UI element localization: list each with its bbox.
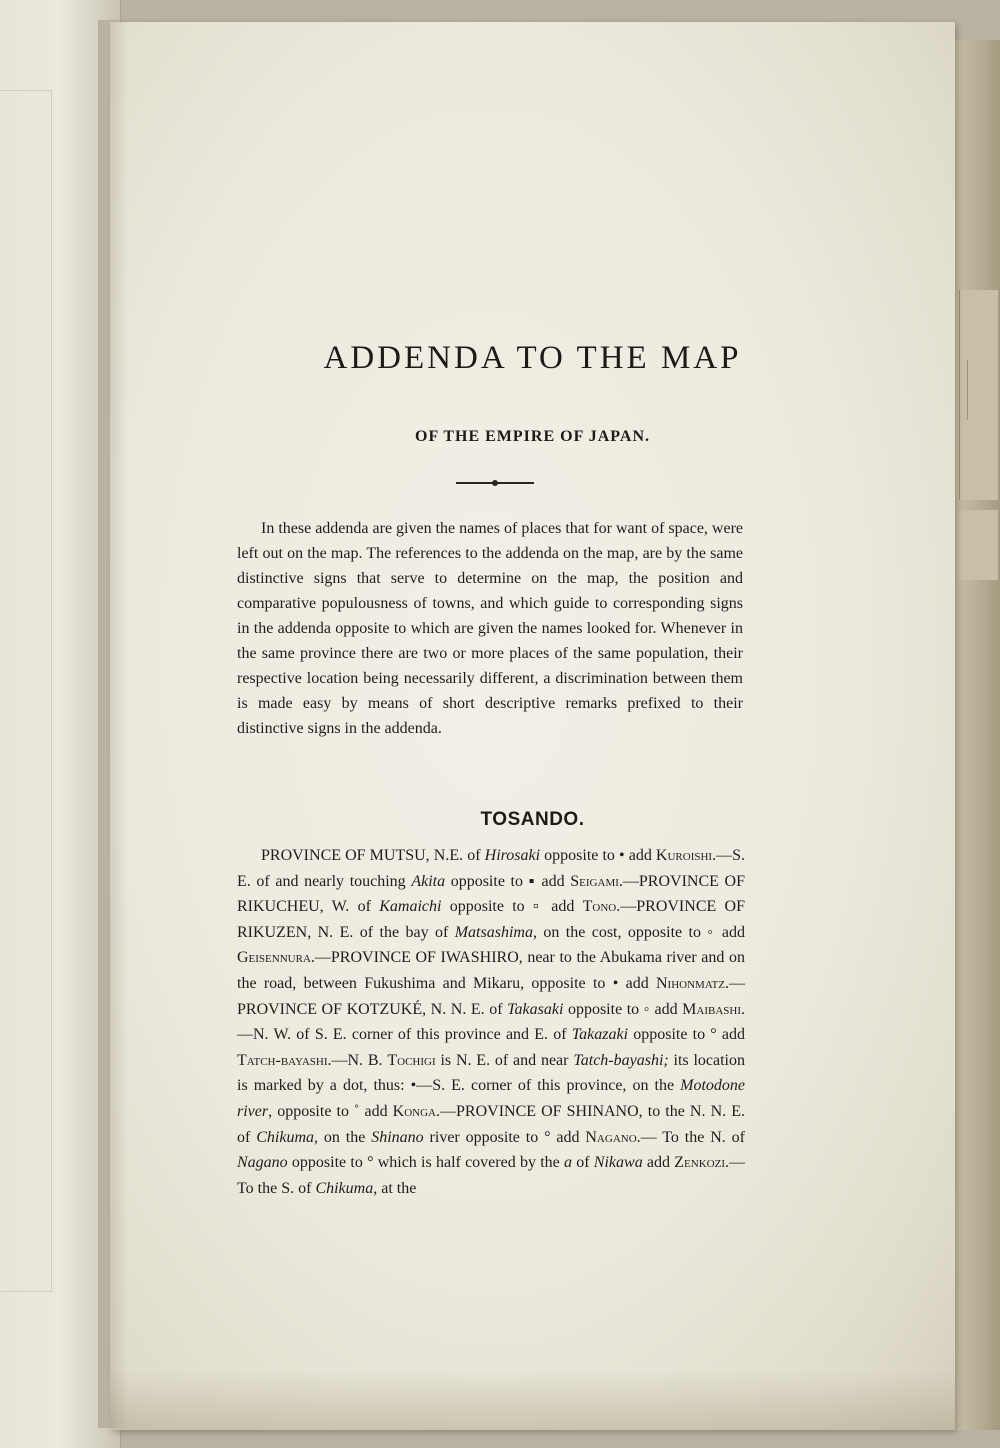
body-text-run: , on the <box>314 1128 372 1146</box>
body-text-run: .—To the S. of <box>237 1154 745 1197</box>
body-text-run: Takasaki <box>507 1000 564 1018</box>
body-text-run: Tochigi <box>387 1051 436 1069</box>
body-text-run: Seigami <box>570 872 619 890</box>
body-text-run: Chikuma <box>315 1179 374 1197</box>
book-page <box>110 22 955 1430</box>
body-text-run: opposite to ◦ add <box>563 1000 683 1018</box>
body-text-run: opposite to ° add <box>628 1026 745 1044</box>
body-text-run: .—PROVINCE OF KOTZUKÉ, N. N. E. of <box>237 974 745 1018</box>
body-text-run: , opposite to ˚ add <box>268 1102 393 1120</box>
body-text-run: PROVINCE OF MUTSU, N.E. of <box>261 847 485 864</box>
body-text-run: .— To the N. of <box>636 1128 746 1146</box>
left-page-plate-border <box>0 90 52 1292</box>
body-text-run: Maibashi <box>682 1000 742 1018</box>
body-text-run: Tatch-bayashi; <box>573 1051 669 1069</box>
body-text-run: Hirosaki <box>484 847 541 864</box>
gutter-shadow <box>98 20 128 1428</box>
body-text-run: Konga <box>392 1102 437 1120</box>
body-text-run: Takazaki <box>571 1026 629 1044</box>
body-text-run: opposite to ▪ add <box>445 872 571 890</box>
body-text-run: .—PROVINCE OF RIKUCHEU, W. of <box>237 872 745 916</box>
tosando-paragraph <box>237 843 745 1201</box>
body-text-run: .—N. B. <box>327 1051 388 1069</box>
body-text-run: a <box>563 1154 572 1172</box>
body-text-run: .—S. E. of and nearly touching <box>237 847 745 890</box>
body-text-run: Nihonmatz <box>656 974 725 992</box>
intro-paragraph: In these addenda are given the names of places that for want of space, were left out on the map. The references to the addenda on the map, are by the same distinctive signs that serve to determine on the map, the position and comparative populousness of towns, and which guide to corresponding signs in the addenda opposite to which are given the names looked for. Whenever in the same province there are two or more places of the same population, their respective location being necessarily different, a discrimination between them is made easy by means of short descriptive remarks prefixed to their distinctive signs in the addenda. <box>237 520 744 737</box>
body-text-run: Tono <box>582 898 617 916</box>
body-text-run: Motodone river <box>237 1077 745 1120</box>
page-edge-stack <box>948 40 1000 1430</box>
ornamental-rule <box>456 482 534 484</box>
body-text-run: Nagano <box>237 1154 288 1172</box>
page-title: ADDENDA TO THE MAP <box>323 340 742 376</box>
body-text-run: is N. E. of and near <box>435 1051 574 1069</box>
body-text-run: Nagano <box>585 1128 637 1146</box>
body-text-run: Zenkozi <box>674 1154 725 1172</box>
body-text-run: its location is marked by a dot, thus: •—S. E. corner of this province, on the <box>237 1051 746 1095</box>
section-heading: TOSANDO. <box>480 809 585 830</box>
page-subtitle: OF THE EMPIRE OF JAPAN. <box>415 428 650 445</box>
body-text-run: opposite to ▫ add <box>441 898 583 916</box>
body-text-run: opposite to ° which is half covered by the <box>287 1154 564 1172</box>
body-text-run: .—PROVINCE OF SHINANO, to the N. N. E. of <box>237 1102 745 1146</box>
body-text-run: Akita <box>411 872 446 890</box>
body-text-run: . —N. W. of S. E. corner of this province and E. of <box>237 1000 746 1044</box>
body-text-run: Kamaichi <box>379 898 442 916</box>
body-text-run: of <box>571 1154 594 1172</box>
body-text-run: Tatch-bayashi <box>237 1051 328 1069</box>
body-text-run: Nikawa <box>593 1154 643 1172</box>
body-text-run: Kuroishi <box>655 847 713 864</box>
body-text-run: , on the cost, opposite to ◦ add <box>532 923 745 941</box>
torn-edge-tab <box>967 360 998 420</box>
body-text-run: opposite to • add <box>540 847 656 864</box>
body-text-run: Chikuma <box>256 1128 314 1146</box>
body-text-run: river opposite to ° add <box>423 1128 586 1146</box>
body-text-run: .—PROVINCE OF IWASHIRO, near to the Abukama river and on the road, between Fukushima and Mikaru, opposite to • add <box>237 949 745 992</box>
torn-edge-tab <box>953 510 998 580</box>
body-text-run: Geisennura <box>237 949 311 967</box>
body-text-run: Matsashima <box>454 923 533 941</box>
body-text-run: .—PROVINCE OF RIKUZEN, N. E. of the bay of <box>237 898 746 941</box>
body-text-run: , at the <box>373 1179 417 1197</box>
body-text-run: Shinano <box>371 1128 424 1146</box>
body-text-run: add <box>642 1154 675 1172</box>
